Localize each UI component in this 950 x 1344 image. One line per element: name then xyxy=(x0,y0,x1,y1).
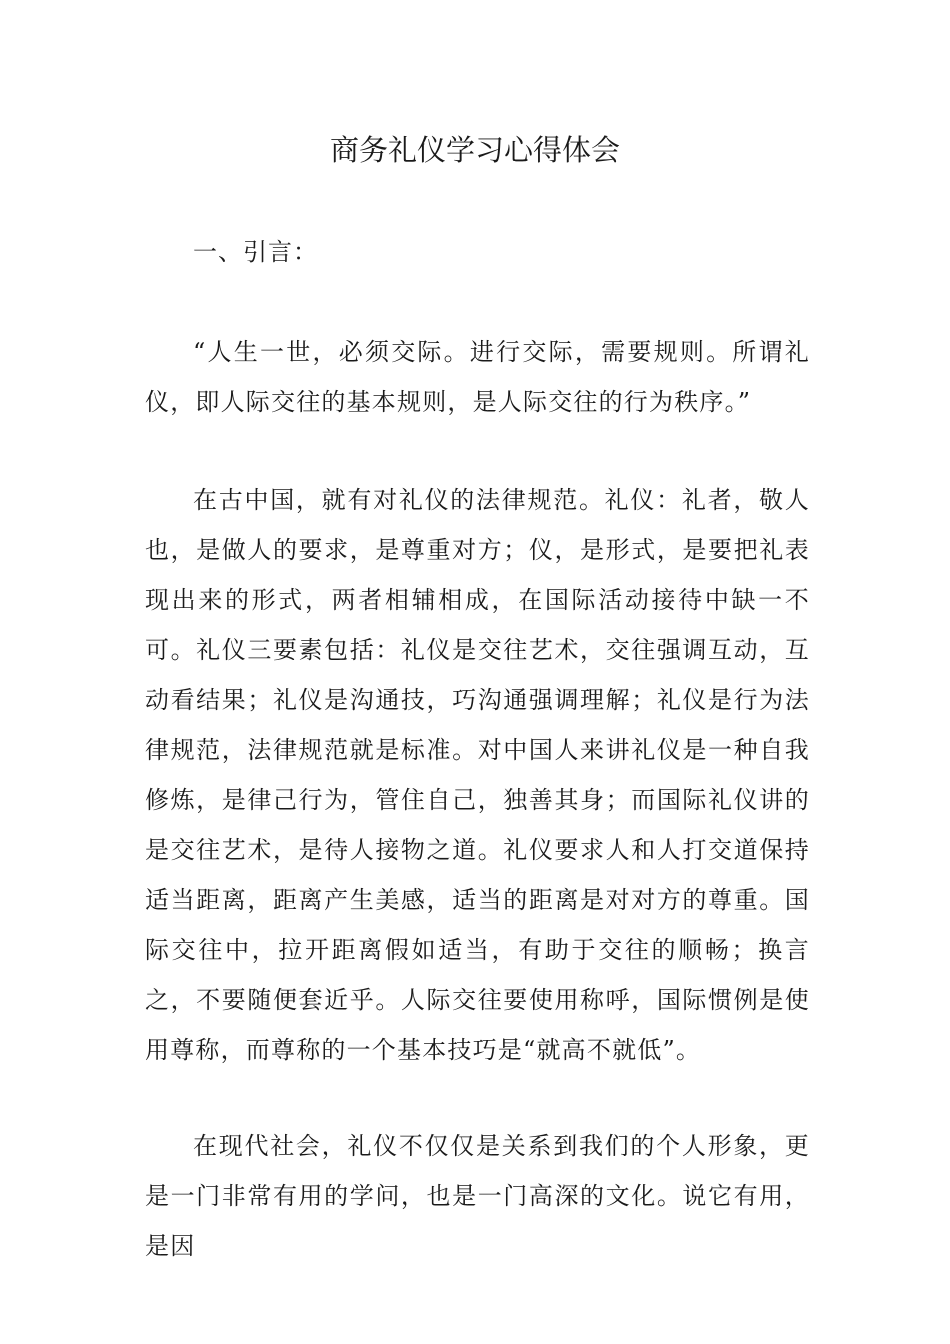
paragraph-modern-society: 在现代社会，礼仪不仅仅是关系到我们的个人形象，更是一门非常有用的学问，也是一门高深的文化。说它有用，是因 xyxy=(145,1132,810,1260)
paragraph-quote: “人生一世，必须交际。进行交际，需要规则。所谓礼仪，即人际交往的基本规则，是人际交往的行为秩序。” xyxy=(145,338,810,416)
paragraph-ancient-china: 在古中国，就有对礼仪的法律规范。礼仪：礼者，敬人也，是做人的要求，是尊重对方；仪，是形式，是要把礼表现出来的形式，两者相辅相成，在国际活动接待中缺一不可。礼仪三要素包括：礼仪是交往艺术，交往强调互动，互动看结果；礼仪是沟通技，巧沟通强调理解；礼仪是行为法律规范，法律规范就是标准。对中国人来讲礼仪是一种自我修炼，是律己行为，管住自己，独善其身；而国际礼仪讲的是交往艺术，是待人接物之道。礼仪要求人和人打交道保持适当距离，距离产生美感，适当的距离是对对方的尊重。国际交往中，拉开距离假如适当，有助于交往的顺畅；换言之，不要随便套近乎。人际交往要使用称呼，国际惯例是使用尊称，而尊称的一个基本技巧是“就高不就低”。 xyxy=(145,486,810,1064)
document-title: 商务礼仪学习心得体会 xyxy=(329,133,620,167)
section-heading: 一、引言： xyxy=(193,238,318,266)
